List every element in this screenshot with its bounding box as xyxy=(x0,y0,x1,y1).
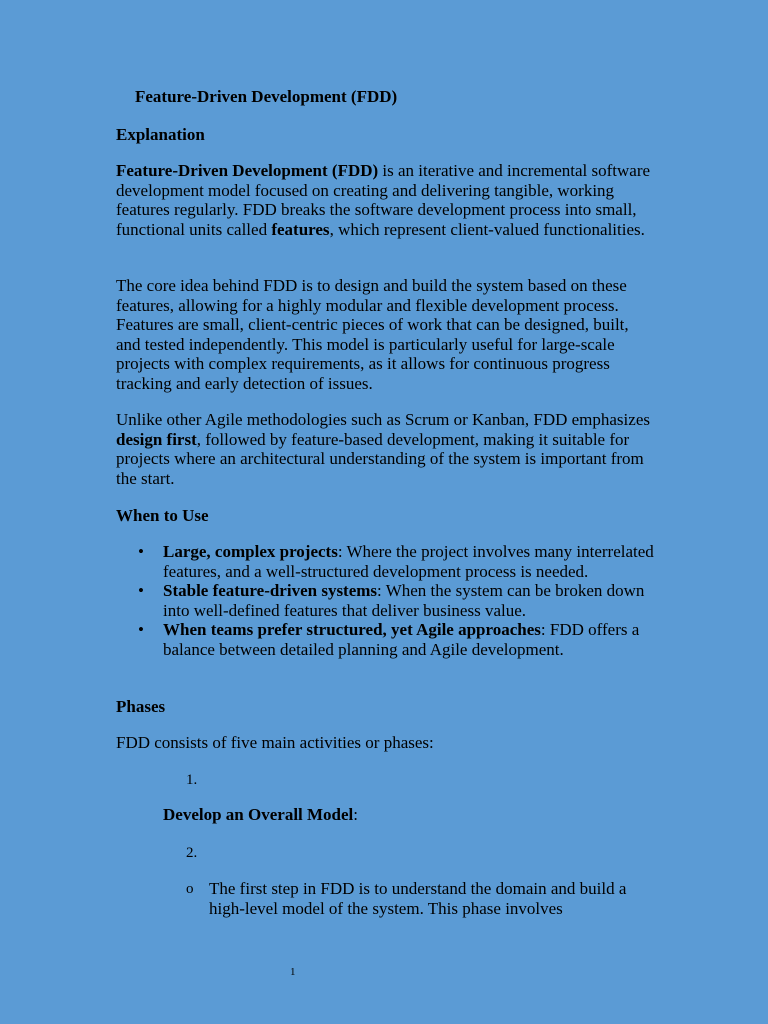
list-item-lead: Large, complex projects xyxy=(163,542,338,561)
list-item-lead: When teams prefer structured, yet Agile approaches xyxy=(163,620,541,640)
bullet-icon: • xyxy=(138,620,144,640)
list-item-text: : FDD offers a balance between detailed planning and Agile development. xyxy=(163,620,640,659)
explanation-paragraph-3 xyxy=(116,410,656,488)
document-title: Feature-Driven Development (FDD) xyxy=(135,87,398,106)
design-first-term: design first xyxy=(116,429,197,449)
paragraph-text: , followed by feature-based development, making it suitable for projects where an architectural understanding of the system is important from the start. xyxy=(116,429,644,488)
list-number-1: 1. xyxy=(186,772,198,788)
list-item-text: : Where the project involves many interrelated features, and a well-structured development process is needed. xyxy=(163,542,654,581)
list-item-text: : When the system can be broken down into well-defined features that deliver business value. xyxy=(163,581,645,620)
page-number: 1 xyxy=(290,966,296,978)
list-item xyxy=(116,620,656,659)
paragraph-text: , which represent client-valued functionalities. xyxy=(329,219,645,239)
explanation-paragraph-1 xyxy=(116,161,656,239)
phase-1-colon: : xyxy=(353,805,359,824)
bullet-icon: • xyxy=(138,542,144,561)
phase-1-description: The first step in FDD is to understand the domain and build a high-level model of the system. This phase involves xyxy=(209,879,627,918)
phase-1-title: Develop an Overall Model xyxy=(163,805,354,824)
sub-bullet-icon: o xyxy=(186,881,194,897)
features-term: features xyxy=(271,219,330,239)
fdd-term: Feature-Driven Development (FDD) xyxy=(116,161,379,180)
paragraph-text: is an iterative and incremental software development model focused on creating and delivering tangible, working features regularly. FDD breaks the software development process into small, functional units called xyxy=(116,161,651,239)
list-item xyxy=(116,581,656,620)
phase-1-heading xyxy=(163,805,358,825)
paragraph-text: Unlike other Agile methodologies such as Scrum or Kanban, FDD emphasizes xyxy=(116,410,650,429)
bullet-icon: • xyxy=(138,581,144,601)
explanation-paragraph-2: The core idea behind FDD is to design and build the system based on these features, allowing for a highly modular and flexible development process. Features are small, client-centric pieces of work that can be designed, built, and tested independently. This model is particularly useful for large-scale projects with complex requirements, as it allows for continuous progress tracking and early detection of issues. xyxy=(116,276,629,393)
phases-intro: FDD consists of five main activities or phases: xyxy=(116,733,434,752)
list-number-2: 2. xyxy=(186,845,198,861)
list-item-lead: Stable feature-driven systems xyxy=(163,581,378,601)
explanation-heading: Explanation xyxy=(116,125,205,144)
when-to-use-heading: When to Use xyxy=(116,506,209,525)
when-to-use-list xyxy=(116,542,656,660)
list-item xyxy=(116,542,656,581)
phases-heading: Phases xyxy=(116,697,166,716)
